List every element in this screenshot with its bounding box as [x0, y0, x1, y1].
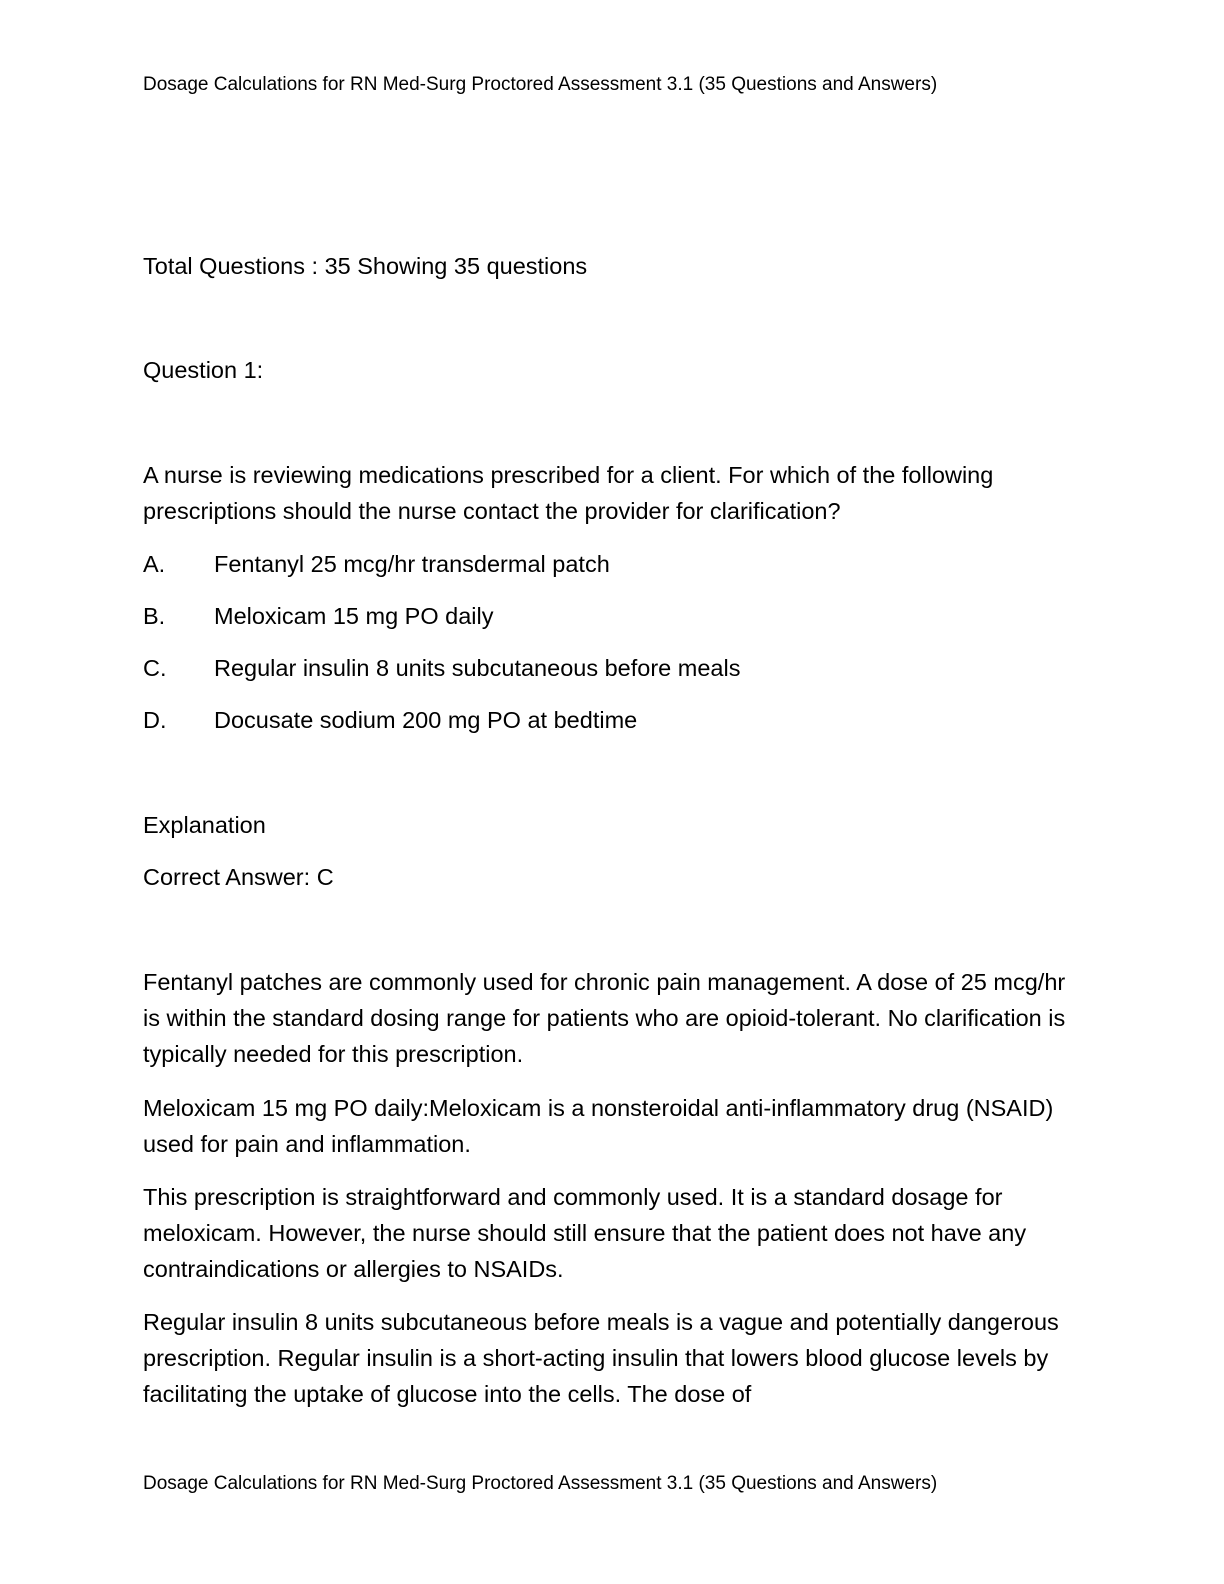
answer-option-b [143, 598, 1073, 634]
answer-option-c [143, 650, 1073, 686]
option-letter: A. [143, 551, 166, 577]
question-number: Question 1: [143, 357, 264, 383]
explanation-heading: Explanation [143, 812, 266, 838]
total-questions-line: Total Questions : 35 Showing 35 questions [143, 253, 588, 279]
answer-option-d [143, 702, 1073, 738]
answer-option-a [143, 546, 1073, 582]
explanation-paragraph: Fentanyl patches are commonly used for chronic pain management. A dose of 25 mcg/hr is within the standard dosing range for patients who are opioid-tolerant. No clarification is typically needed for this prescription. [143, 969, 1066, 1067]
page-footer: Dosage Calculations for RN Med-Surg Proctored Assessment 3.1 (35 Questions and Answers) [143, 1473, 938, 1494]
option-text: Docusate sodium 200 mg PO at bedtime [214, 707, 638, 733]
explanation-paragraph: Regular insulin 8 units subcutaneous before meals is a vague and potentially dangerous prescription. Regular insulin is a short-acting insulin that lowers blood glucose levels by facilitating the uptake of glucose into the cells. The dose of [143, 1309, 1059, 1407]
correct-answer: Correct Answer: C [143, 864, 334, 890]
explanation-paragraph: This prescription is straightforward and commonly used. It is a standard dosage for meloxicam. However, the nurse should still ensure that the patient does not have any contraindications or allergies to NSAIDs. [143, 1184, 1027, 1282]
option-letter: B. [143, 603, 166, 629]
page-header: Dosage Calculations for RN Med-Surg Proctored Assessment 3.1 (35 Questions and Answers) [143, 74, 938, 95]
option-text: Regular insulin 8 units subcutaneous before meals [214, 655, 741, 681]
option-letter: D. [143, 707, 167, 733]
option-letter: C. [143, 655, 167, 681]
question-text: A nurse is reviewing medications prescribed for a client. For which of the following prescriptions should the nurse contact the provider for clarification? [143, 462, 994, 524]
option-text: Fentanyl 25 mcg/hr transdermal patch [214, 551, 610, 577]
explanation-paragraph: Meloxicam 15 mg PO daily:Meloxicam is a nonsteroidal anti-inflammatory drug (NSAID) used for pain and inflammation. [143, 1095, 1054, 1157]
option-text: Meloxicam 15 mg PO daily [214, 603, 494, 629]
